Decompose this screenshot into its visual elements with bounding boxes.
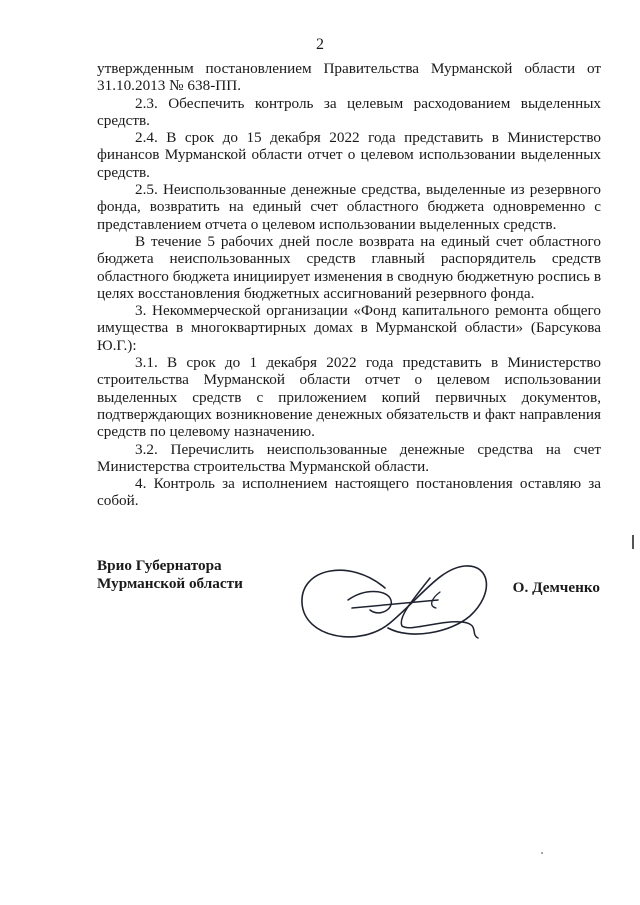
signatory-title-line1: Врио Губернатора — [97, 557, 222, 574]
signatory-position — [97, 557, 243, 593]
paragraph-budget-restore: В течение 5 рабочих дней после возврата на единый счет областного бюджета неиспользованных средств главный распорядитель средств областного бюджета инициирует изменения в сводную бюджетную роспись в целях восстановления бюджетных ассигнований резервного фонда. — [97, 232, 601, 302]
scan-speck — [541, 852, 543, 854]
paragraph-2-4: 2.4. В срок до 15 декабря 2022 года представить в Министерство финансов Мурманской области отчет о целевом использовании выделенных средств. — [97, 129, 601, 181]
paragraph-continuation: утвержденным постановлением Правительства Мурманской области от 31.10.2013 № 638-ПП. — [97, 60, 601, 95]
scan-margin-mark — [632, 535, 634, 549]
signatory-title-line2: Мурманской области — [97, 575, 243, 592]
paragraph-2-3: 2.3. Обеспечить контроль за целевым расходованием выделенных средств. — [97, 94, 601, 129]
page-number: 2 — [316, 36, 324, 53]
paragraph-2-5: 2.5. Неиспользованные денежные средства, выделенные из резервного фонда, возвратить на единый счет областного бюджета одновременно с представлением отчета о целевом использовании выделенных средств. — [97, 181, 601, 233]
paragraph-3-1: 3.1. В срок до 1 декабря 2022 года представить в Министерство строительства Мурманской области отчет о целевом использовании выделенных средств с приложением копий первичных документов, подтверждающих возникновение денежных обязательств и факт направления средств по целевому назначению. — [97, 354, 601, 441]
document-body — [97, 60, 601, 510]
paragraph-4: 4. Контроль за исполнением настоящего постановления оставляю за собой. — [97, 475, 601, 510]
paragraph-3: 3. Некоммерческой организации «Фонд капитального ремонта общего имущества в многоквартирных домах в Мурманской области» (Барсукова Ю.Г.): — [97, 302, 601, 354]
signer-name: О. Демченко — [512, 579, 600, 596]
paragraph-3-2: 3.2. Перечислить неиспользованные денежные средства на счет Министерства строительства Мурманской области. — [97, 440, 601, 475]
handwritten-signature — [290, 548, 500, 658]
